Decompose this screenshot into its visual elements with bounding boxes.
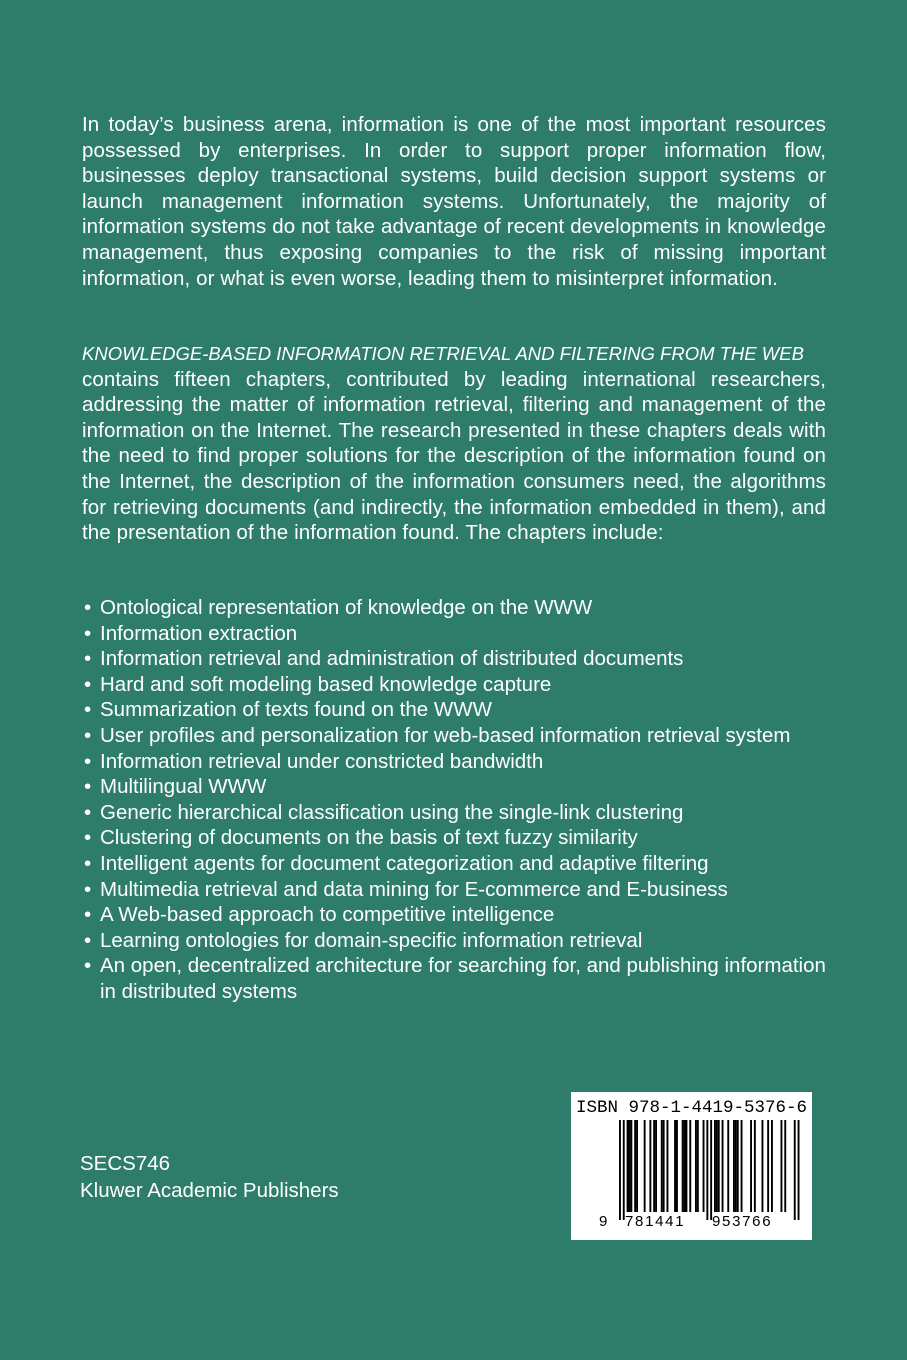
barcode-bar [636,1120,638,1212]
list-item: • Information retrieval and administration of distributed documents [82,646,842,672]
barcode-bar [630,1120,632,1212]
description-paragraph [82,341,826,546]
list-item: • Information extraction [82,621,842,647]
list-item: • Summarization of texts found on the WWW [82,697,842,723]
barcode-bar [741,1120,743,1212]
intro-paragraph: In today’s business arena, information is one of the most important resources possessed by enterprises. In order to support proper information flow, businesses deploy transactional systems, build decision support systems or launch management information systems. Unfortunately, the majority of information systems do not take advantage of recent developments in knowledge management, thus exposing companies to the risk of missing important information, or what is even worse, leading them to misinterpret information. [82,113,826,290]
barcode-bar [737,1120,739,1212]
description-text: contains fifteen chapters, contributed by leading international researchers, addressing the matter of information retrieval, filtering and management of the information on the Internet. The research presented in these chapters deals with the need to find proper solutions for the description of the information found on the Internet, the description of the information consumers need, the algorithms for retrieving documents (and indirectly, the information embedded in them), and the presentation of the information found. The chapters include: [82,367,826,545]
barcode-bar [653,1120,655,1212]
list-item: • Clustering of documents on the basis of text fuzzy similarity [82,825,842,851]
barcode-bar [655,1120,657,1212]
barcode-bar [706,1120,708,1220]
barcode-bar [718,1120,720,1212]
list-item: • A Web-based approach to competitive intelligence [82,902,842,928]
barcode-bar [784,1120,786,1212]
series-code: SECS746 [80,1152,171,1175]
barcode-bar [703,1120,705,1212]
barcode-bar [714,1120,716,1212]
barcode-bar [684,1120,686,1212]
barcode-bar [674,1120,676,1212]
barcode-bar [663,1120,665,1212]
barcode-bar [794,1120,796,1220]
barcode-bar [627,1120,629,1212]
list-item: • Ontological representation of knowledge on the WWW [82,595,842,621]
barcode-bar [649,1120,651,1212]
list-item: • User profiles and personalization for web-based information retrieval system [82,723,842,749]
barcode-bar [689,1120,691,1212]
barcode-bar [667,1120,669,1212]
list-item: • Information retrieval under constricted bandwidth [82,749,842,775]
barcode-bar [697,1120,699,1212]
book-title: KNOWLEDGE-BASED INFORMATION RETRIEVAL AND FILTERING FROM THE WEB [82,343,804,364]
barcode-bar [781,1120,783,1212]
barcode-bar [676,1120,678,1212]
barcode-bar [727,1120,729,1212]
barcode-bar [695,1120,697,1212]
list-item: • Intelligent agents for document categorization and adaptive filtering [82,851,842,877]
list-item: • An open, decentralized architecture for searching for, and publishing information in distributed systems [82,953,842,1004]
barcode-bar [798,1120,800,1220]
ean-first-digit: 9 [599,1213,608,1230]
ean-right-group: 953766 [712,1213,773,1230]
barcode-bar [710,1120,712,1220]
ean-left-group: 781441 [625,1213,686,1230]
publisher-block [80,1150,339,1204]
list-item: • Learning ontologies for domain-specific information retrieval [82,928,842,954]
barcode-bar [686,1120,688,1212]
barcode-bar [682,1120,684,1212]
barcode-bar [634,1120,636,1212]
barcode-bar [722,1120,724,1212]
barcode-bar [619,1120,621,1220]
barcode-box [571,1092,812,1240]
barcode-bar [767,1120,769,1212]
list-item: • Multilingual WWW [82,774,842,800]
isbn-label: ISBN 978-1-4419-5376-6 [575,1098,808,1118]
publisher-name: Kluwer Academic Publishers [80,1179,339,1202]
list-item: • Hard and soft modeling based knowledge capture [82,672,842,698]
barcode-bar [661,1120,663,1212]
barcode-bar [735,1120,737,1212]
barcode-bar [733,1120,735,1212]
list-item: • Multimedia retrieval and data mining for E-commerce and E-business [82,877,842,903]
barcode-bar [762,1120,764,1212]
barcode-bar [644,1120,646,1212]
barcode-bar [623,1120,625,1220]
list-item: • Generic hierarchical classification using the single-link clustering [82,800,842,826]
barcode-bar [771,1120,773,1212]
chapter-list [82,595,842,1005]
barcode-bar [716,1120,718,1212]
barcode-bar [629,1120,631,1212]
barcode-bar [750,1120,752,1212]
barcode-bar [754,1120,756,1212]
